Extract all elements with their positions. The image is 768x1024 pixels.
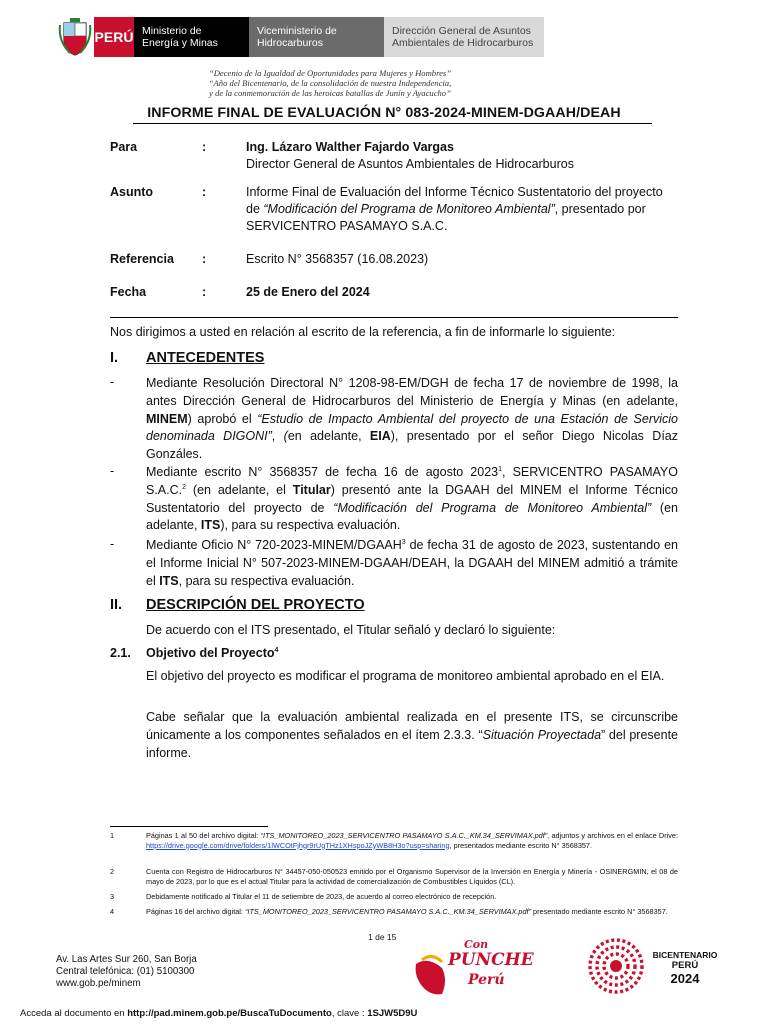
asunto-value xyxy=(246,184,680,235)
text-italic: “ITS_MONITOREO_2023_SERVICENTRO PASAMAYO S.A.C._KM.34_SERVIMAX.pdf” xyxy=(260,831,548,840)
ministry-label: Ministerio de Energía y Minas xyxy=(134,17,249,57)
bullet-text xyxy=(146,375,678,464)
referencia-label: Referencia xyxy=(110,252,174,266)
text-bold: ITS xyxy=(159,573,179,588)
text: ) presentó ante la DGAAH del MINEM el Informe Técnico Sustentatorio del proyecto de xyxy=(146,482,678,515)
footnote-ref: 4 xyxy=(274,646,279,654)
text: , xyxy=(271,429,284,444)
section-title: DESCRIPCIÓN DEL PROYECTO xyxy=(146,597,365,613)
decenio-line-1: “Decenio de la Igualdad de Oportunidades para Mujeres y Hombres” xyxy=(208,68,452,78)
vice-ministry-label: Viceministerio de Hidrocarburos xyxy=(249,17,384,57)
colon: : xyxy=(202,252,207,266)
text-italic: “ITS_MONITOREO_2023_SERVICENTRO PASAMAYO S.A.C._KM.34_SERVIMAX.pdf” xyxy=(244,907,532,916)
bullet-dash: - xyxy=(110,537,115,551)
footnote-2 xyxy=(110,867,678,886)
text-italic: ( xyxy=(283,429,288,444)
page-number: 1 de 15 xyxy=(368,932,397,942)
text-italic: “Modificación del Programa de Monitoreo Ambiental” xyxy=(333,500,652,515)
text-italic: Situación Proyectada xyxy=(482,727,602,742)
footnote-text: Debidamente notificado al Titular el 11 de setiembre de 2023, de acuerdo al correo electrónico de recepción. xyxy=(146,892,497,901)
text: , para su respectiva evaluación. xyxy=(178,573,355,588)
address-line: Av. Las Artes Sur 260, San Borja xyxy=(56,954,197,965)
text-italic: “Estudio de Impacto Ambiental del proyecto de una Estación de Servicio denominada DIGONI” xyxy=(146,411,679,444)
text: Mediante escrito N° 3568357 de fecha 16 de agosto 2023 xyxy=(146,465,499,479)
text-bold: Titular xyxy=(292,482,331,497)
asunto-text-end: , presentado por SERVICENTRO PASAMAYO S.A.C. xyxy=(246,202,646,233)
drive-link[interactable]: https://drive.google.com/drive/folders/1lWCOtFjhgr9rUgTHz1XHspoJZyWB8H3o?usp=sharing xyxy=(146,840,450,850)
text: Mediante Oficio N° 720-2023-MINEM/DGAAH xyxy=(146,538,402,552)
intro-paragraph: Nos dirigimos a usted en relación al escrito de la referencia, a fin de informarle lo siguiente: xyxy=(110,325,616,339)
text: Páginas 1 al 50 del archivo digital: xyxy=(146,831,261,840)
bullet-text xyxy=(146,464,678,535)
logo-text: PERÚ xyxy=(671,960,699,971)
footnote-ref: 3 xyxy=(401,538,406,546)
recipient-role: Director General de Asuntos Ambientales de Hidrocarburos xyxy=(246,157,574,171)
logo-text: BICENTENARIO xyxy=(652,950,718,960)
text-bold: MINEM xyxy=(146,411,188,426)
colon: : xyxy=(202,140,207,154)
text: en adelante, xyxy=(287,429,370,444)
con-punche-peru-logo xyxy=(412,938,534,1000)
text: ” del presente informe. xyxy=(146,727,678,760)
text: ), presentado por el señor Diego Nicolas Díaz Gonzáles. xyxy=(146,429,678,462)
footnote-number: 2 xyxy=(110,867,115,876)
fecha-label: Fecha xyxy=(110,285,147,299)
scope-paragraph xyxy=(146,709,678,762)
footnote-number: 4 xyxy=(110,907,115,916)
subsection-heading xyxy=(110,646,278,660)
footnote-text xyxy=(146,831,678,850)
list-item xyxy=(110,375,678,464)
text-bold: EIA xyxy=(369,429,391,444)
para-label: Para xyxy=(110,140,138,154)
section-number: II. xyxy=(110,597,123,613)
logo-text: PUNCHE xyxy=(448,950,534,970)
text: de fecha 31 de agosto de 2023, sustentando en el Informe Inicial N° 507-2023-MINEM-DGAAH/DEAH, la DGAAH del MINEM admitió a trámite el xyxy=(146,538,678,588)
website-line[interactable]: www.gob.pe/minem xyxy=(56,978,141,989)
footnote-text: Cuenta con Registro de Hidrocarburos N° 34457-050-050523 emitido por el Organismo Supervisor de la Inversión en Energía y Minería - OSINERGMIN, el 08 de mayo de 2023, por lo que es el actual Titular para la actividad de comercialización de Combustibles Líquidos (CL). xyxy=(146,867,678,886)
referencia-value: Escrito N° 3568357 (16.08.2023) xyxy=(246,252,429,266)
bullet-text xyxy=(146,537,678,590)
text: ), para su respectiva evaluación. xyxy=(220,518,401,533)
section-number: I. xyxy=(110,350,119,366)
para-value xyxy=(246,139,680,173)
title-underline xyxy=(133,123,652,124)
subsection-number: 2.1. xyxy=(110,646,131,660)
footer-address xyxy=(56,954,197,990)
coat-of-arms-icon xyxy=(56,17,94,57)
text: Acceda al documento en xyxy=(20,1008,128,1019)
access-url-link[interactable]: http://pad.minem.gob.pe/BuscaTuDocumento xyxy=(127,1008,332,1019)
colon: : xyxy=(202,185,207,199)
text: (en adelante, xyxy=(146,500,678,533)
access-line xyxy=(20,1008,417,1019)
separator-rule xyxy=(110,317,678,318)
text: ) aprobó el xyxy=(187,411,258,426)
access-key: 1SJW5D9U xyxy=(367,1008,418,1019)
footnote-ref: 1 xyxy=(498,465,503,473)
document-title: INFORME FINAL DE EVALUACIÓN N° 083-2024-MINEM-DGAAH/DEAH xyxy=(147,105,621,121)
text: , clave : xyxy=(331,1008,368,1019)
asunto-label: Asunto xyxy=(110,185,154,199)
asunto-text: Informe Final de Evaluación del Informe Técnico Sustentatorio del proyecto de xyxy=(246,185,663,216)
section-title: ANTECEDENTES xyxy=(146,350,265,366)
header-banner xyxy=(56,17,546,57)
referencia-row xyxy=(110,251,680,268)
footnote-rule xyxy=(110,826,268,827)
fecha-value: 25 de Enero del 2024 xyxy=(246,285,370,299)
footnote-number: 3 xyxy=(110,892,115,901)
asunto-project: “Modificación del Programa de Monitoreo Ambiental” xyxy=(263,202,555,216)
list-item xyxy=(110,537,678,590)
text: Páginas 16 del archivo digital: xyxy=(146,907,245,916)
asunto-row xyxy=(110,184,680,235)
text: Cabe señalar que la evaluación ambiental realizada en el presente ITS, se circunscribe únicamente a los componentes señalados en el ítem 2.3.3. “ xyxy=(146,710,678,742)
text: , SERVICENTRO PASAMAYO S.A.C. xyxy=(146,465,678,497)
peru-label: PERÚ xyxy=(94,17,134,57)
text-bold: ITS xyxy=(200,518,221,533)
decenio-line-3: y de la conmemoración de las heroicas batallas de Junín y Ayacucho” xyxy=(209,88,451,98)
decenio-text xyxy=(150,68,510,98)
footnote-text xyxy=(146,907,678,917)
section-1-heading xyxy=(110,350,264,366)
fecha-row xyxy=(110,284,680,301)
bullet-dash: - xyxy=(110,464,115,478)
footnote-4 xyxy=(110,907,678,917)
text: , presentados mediante escrito N° 3568357. xyxy=(449,840,593,850)
text: , adjuntos y archivos en el enlace Drive: xyxy=(547,831,678,840)
bicentenario-emblem-icon xyxy=(586,936,646,996)
subsection-title xyxy=(146,646,278,660)
footnote-1 xyxy=(110,831,678,850)
logo-text: Con xyxy=(464,938,489,951)
section-2-heading xyxy=(110,597,365,613)
bicentenario-logo xyxy=(652,950,718,986)
direction-label: Dirección General de Asuntos Ambientales de Hidrocarburos xyxy=(384,17,544,57)
logo-text: 2024 xyxy=(670,971,700,986)
decenio-line-2: “Año del Bicentenario, de la consolidación de nuestra Independencia, xyxy=(208,78,452,88)
recipient-name: Ing. Lázaro Walther Fajardo Vargas xyxy=(246,140,454,154)
list-item xyxy=(110,464,678,535)
footnote-number: 1 xyxy=(110,831,115,840)
text: Objetivo del Proyecto xyxy=(146,646,275,660)
logo-text: Perú xyxy=(468,972,505,988)
text: presentado mediante escrito N° 3568357. xyxy=(531,907,668,916)
colon: : xyxy=(202,285,207,299)
para-row xyxy=(110,139,680,173)
text: (en adelante, el xyxy=(186,482,293,497)
section-2-intro: De acuerdo con el ITS presentado, el Titular señaló y declaró lo siguiente: xyxy=(146,623,556,637)
footnote-ref: 2 xyxy=(182,483,187,491)
objective-paragraph: El objetivo del proyecto es modificar el programa de monitoreo ambiental aprobado en el EIA. xyxy=(146,669,665,683)
bullet-dash: - xyxy=(110,375,115,389)
footnote-3 xyxy=(110,892,678,902)
text: Mediante Resolución Directoral N° 1208-98-EM/DGH de fecha 17 de noviembre de 1998, la antes Dirección General de Hidrocarburos del Ministerio de Energía y Minas (en adelante, xyxy=(146,376,678,408)
phone-line: Central telefónica: (01) 5100300 xyxy=(56,966,195,977)
